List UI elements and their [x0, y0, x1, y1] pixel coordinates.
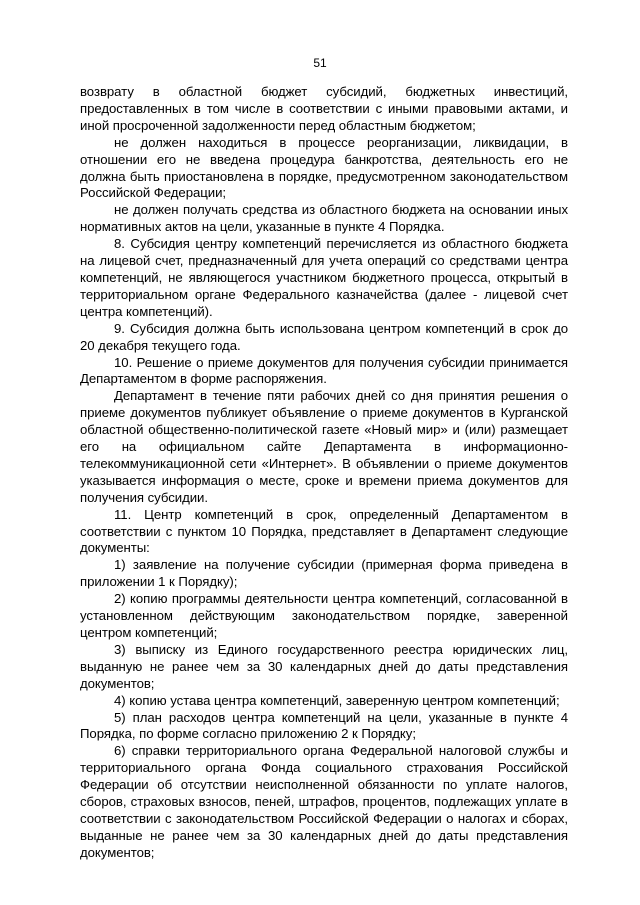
list-item: 5) план расходов центра компетенций на цели, указанные в пункте 4 Порядка, по форме согласно приложению 2 к Порядку;	[80, 709, 568, 742]
document-body	[80, 84, 568, 862]
paragraph: Департамент в течение пяти рабочих дней со дня принятия решения о приеме документов публикует объявление о приеме документов в Курганской областной общественно-политической газете «Новый мир» и (или) размещает его на официальном сайте Департамента в информационно-телекоммуникационной сети «Интернет». В объявлении о приеме документов указывается информация о месте, сроке и времени приема документов для получения субсидии.	[80, 388, 568, 505]
list-item: 2) копию программы деятельности центра компетенций, согласованной в установленном действующим законодательством порядке, заверенной центром компетенций;	[80, 591, 568, 640]
paragraph: не должен получать средства из областного бюджета на основании иных нормативных актов на цели, указанные в пункте 4 Порядка.	[80, 202, 568, 235]
paragraph: не должен находиться в процессе реорганизации, ликвидации, в отношении его не введена процедура банкротства, деятельность его не должна быть приостановлена в порядке, предусмотренном законодательством Российской Федерации;	[80, 134, 568, 201]
paragraph: 10. Решение о приеме документов для получения субсидии принимается Департаментом в форме распоряжения.	[80, 354, 568, 387]
paragraph: 9. Субсидия должна быть использована центром компетенций в срок до 20 декабря текущего года.	[80, 320, 568, 353]
paragraph: 8. Субсидия центру компетенций перечисляется из областного бюджета на лицевой счет, предназначенный для учета операций со средствами центра компетенций, не являющегося участником бюджетного процесса, открытый в территориальном органе Федерального казначейства (далее - лицевой счет центра компетенций).	[80, 236, 568, 319]
list-item: 3) выписку из Единого государственного реестра юридических лиц, выданную не ранее чем за 30 календарных дней до даты представления документов;	[80, 641, 568, 691]
paragraph: 11. Центр компетенций в срок, определенный Департаментом в соответствии с пунктом 10 Порядка, представляет в Департамент следующие документы:	[80, 506, 568, 556]
paragraph: возврату в областной бюджет субсидий, бюджетных инвестиций, предоставленных в том числе в соответствии с иными правовыми актами, и иной просроченной задолженности перед областным бюджетом;	[80, 84, 568, 133]
list-item: 6) справки территориального органа Федеральной налоговой службы и территориального органа Фонда социального страхования Российской Федерации об отсутствии неисполненной обязанности по уплате налогов, сборов, страховых взносов, пеней, штрафов, процентов, подлежащих уплате в соответствии с законодательством Российской Федерации о налогах и сборах, выданные не ранее чем за 30 календарных дней до даты представления документов;	[80, 743, 568, 860]
list-item: 4) копию устава центра компетенций, заверенную центром компетенций;	[114, 692, 560, 708]
page-number: 51	[313, 56, 327, 70]
list-item: 1) заявление на получение субсидии (примерная форма приведена в приложении 1 к Порядку);	[80, 557, 568, 590]
